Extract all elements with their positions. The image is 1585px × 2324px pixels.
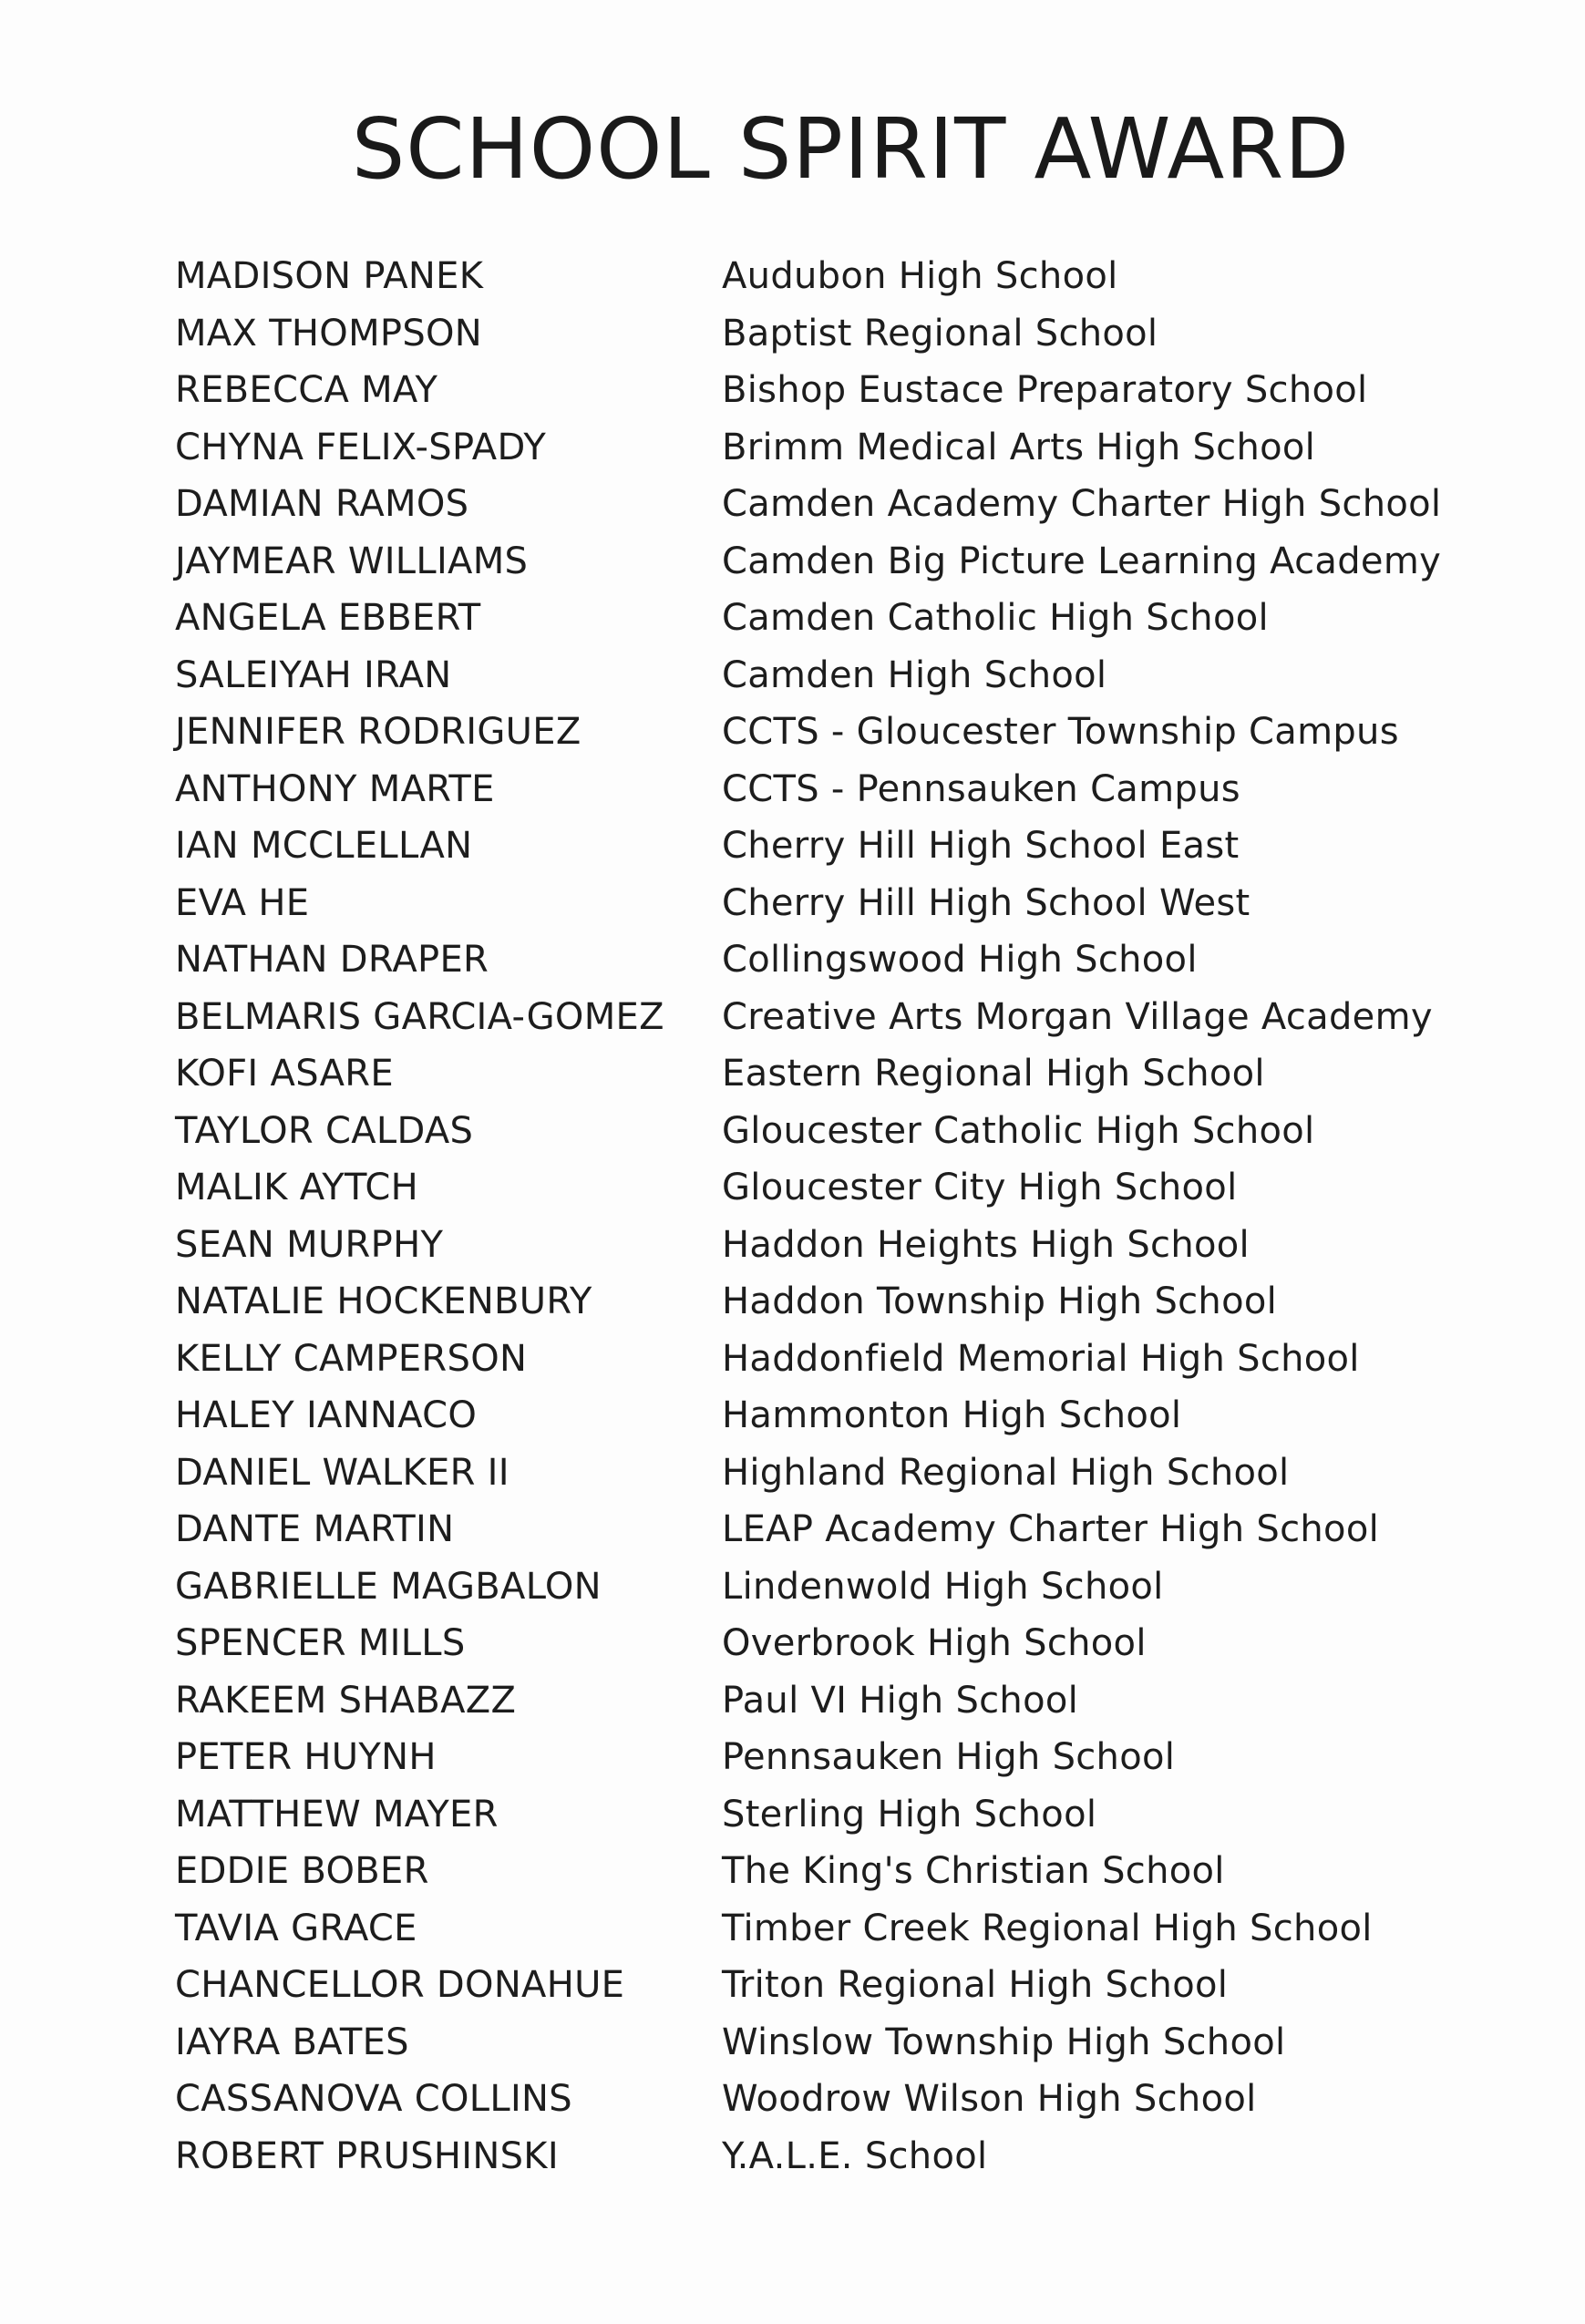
school-name: Creative Arts Morgan Village Academy	[722, 995, 1433, 1038]
recipient-name: REBECCA MAY	[175, 369, 438, 412]
recipient-name: KELLY CAMPERSON	[175, 1337, 528, 1380]
school-name: Brimm Medical Arts High School	[722, 426, 1316, 468]
school-name: CCTS - Pennsauken Campus	[722, 767, 1240, 810]
school-name: Collingswood High School	[722, 939, 1198, 982]
award-row	[175, 647, 1469, 704]
school-name: Winslow Township High School	[722, 2021, 1286, 2063]
school-name: LEAP Academy Charter High School	[722, 1508, 1380, 1551]
school-name: CCTS - Gloucester Township Campus	[722, 711, 1399, 754]
school-name: Eastern Regional High School	[722, 1053, 1265, 1095]
recipient-name: ROBERT PRUSHINSKI	[175, 2134, 559, 2177]
school-name: Bishop Eustace Preparatory School	[722, 369, 1368, 412]
award-row	[175, 305, 1469, 363]
recipient-name: CASSANOVA COLLINS	[175, 2078, 572, 2121]
school-name: Woodrow Wilson High School	[722, 2078, 1257, 2121]
award-row	[175, 1217, 1469, 1274]
recipient-name: ANGELA EBBERT	[175, 597, 481, 640]
recipient-name: JAYMEAR WILLIAMS	[175, 540, 529, 582]
award-row	[175, 2128, 1469, 2185]
school-name: Overbrook High School	[722, 1622, 1147, 1665]
award-row	[175, 761, 1469, 818]
recipient-name: CHANCELLOR DONAHUE	[175, 1964, 625, 2007]
school-name: Paul VI High School	[722, 1679, 1079, 1722]
recipient-name: DANIEL WALKER II	[175, 1451, 509, 1494]
award-row	[175, 2071, 1469, 2128]
school-name: Camden High School	[722, 653, 1107, 696]
award-row	[175, 875, 1469, 932]
recipient-name: NATALIE HOCKENBURY	[175, 1280, 592, 1323]
school-name: Highland Regional High School	[722, 1451, 1290, 1494]
school-name: Camden Big Picture Learning Academy	[722, 540, 1442, 582]
award-row	[175, 704, 1469, 761]
school-name: Camden Academy Charter High School	[722, 483, 1442, 526]
recipient-name: MADISON PANEK	[175, 255, 484, 298]
award-row	[175, 1843, 1469, 1900]
award-row	[175, 1331, 1469, 1388]
award-row	[175, 1045, 1469, 1103]
recipient-name: IAN MCCLELLAN	[175, 825, 473, 868]
recipient-name: KOFI ASARE	[175, 1053, 394, 1095]
recipient-name: DANTE MARTIN	[175, 1508, 455, 1551]
recipient-name: MATTHEW MAYER	[175, 1793, 499, 1836]
award-row	[175, 1957, 1469, 2014]
award-row	[175, 362, 1469, 419]
award-row	[175, 1900, 1469, 1958]
award-row	[175, 818, 1469, 875]
page-title: SCHOOL SPIRIT AWARD	[351, 100, 1351, 198]
recipient-name: EDDIE BOBER	[175, 1850, 429, 1893]
recipient-name: SEAN MURPHY	[175, 1223, 444, 1266]
award-row	[175, 1729, 1469, 1786]
award-row	[175, 931, 1469, 989]
award-row	[175, 1387, 1469, 1445]
school-name: Gloucester Catholic High School	[722, 1109, 1315, 1152]
school-name: Cherry Hill High School West	[722, 881, 1251, 924]
award-row	[175, 248, 1469, 305]
recipient-name: CHYNA FELIX-SPADY	[175, 426, 547, 468]
recipient-name: HALEY IANNACO	[175, 1394, 478, 1437]
school-name: Lindenwold High School	[722, 1565, 1164, 1608]
award-row	[175, 1558, 1469, 1616]
school-name: Baptist Regional School	[722, 312, 1158, 355]
school-name: Triton Regional High School	[722, 1964, 1229, 2007]
award-row	[175, 1273, 1469, 1331]
recipient-name: SPENCER MILLS	[175, 1622, 466, 1665]
recipient-name: IAYRA BATES	[175, 2021, 409, 2063]
school-name: Hammonton High School	[722, 1394, 1182, 1437]
recipient-name: RAKEEM SHABAZZ	[175, 1679, 517, 1722]
award-row	[175, 1445, 1469, 1502]
award-row	[175, 1103, 1469, 1160]
recipient-name: NATHAN DRAPER	[175, 939, 489, 982]
school-name: Gloucester City High School	[722, 1167, 1238, 1209]
school-name: Y.A.L.E. School	[722, 2134, 988, 2177]
award-row	[175, 1672, 1469, 1730]
school-name: Timber Creek Regional High School	[722, 1907, 1373, 1949]
award-row	[175, 1501, 1469, 1558]
award-row	[175, 2014, 1469, 2072]
recipient-name: TAVIA GRACE	[175, 1907, 417, 1949]
award-row	[175, 989, 1469, 1046]
recipient-name: ANTHONY MARTE	[175, 767, 495, 810]
school-name: Haddon Heights High School	[722, 1223, 1250, 1266]
school-name: Audubon High School	[722, 255, 1118, 298]
award-row	[175, 1786, 1469, 1844]
school-name: Cherry Hill High School East	[722, 825, 1240, 868]
school-name: Haddonfield Memorial High School	[722, 1337, 1360, 1380]
recipient-name: MALIK AYTCH	[175, 1167, 418, 1209]
school-name: Pennsauken High School	[722, 1736, 1176, 1779]
recipient-name: JENNIFER RODRIGUEZ	[175, 711, 582, 754]
school-name: Sterling High School	[722, 1793, 1097, 1836]
award-row	[175, 419, 1469, 477]
recipient-name: TAYLOR CALDAS	[175, 1109, 474, 1152]
award-row	[175, 1615, 1469, 1672]
award-row	[175, 590, 1469, 647]
recipient-name: SALEIYAH IRAN	[175, 653, 452, 696]
school-name: The King's Christian School	[722, 1850, 1225, 1893]
recipient-name: BELMARIS GARCIA-GOMEZ	[175, 995, 664, 1038]
school-name: Camden Catholic High School	[722, 597, 1269, 640]
recipient-name: MAX THOMPSON	[175, 312, 483, 355]
recipient-name: EVA HE	[175, 881, 310, 924]
recipient-name: PETER HUYNH	[175, 1736, 437, 1779]
award-list	[175, 248, 1469, 2185]
recipient-name: DAMIAN RAMOS	[175, 483, 469, 526]
award-row	[175, 1159, 1469, 1217]
award-row	[175, 533, 1469, 591]
award-row	[175, 476, 1469, 533]
recipient-name: GABRIELLE MAGBALON	[175, 1565, 602, 1608]
school-name: Haddon Township High School	[722, 1280, 1278, 1323]
